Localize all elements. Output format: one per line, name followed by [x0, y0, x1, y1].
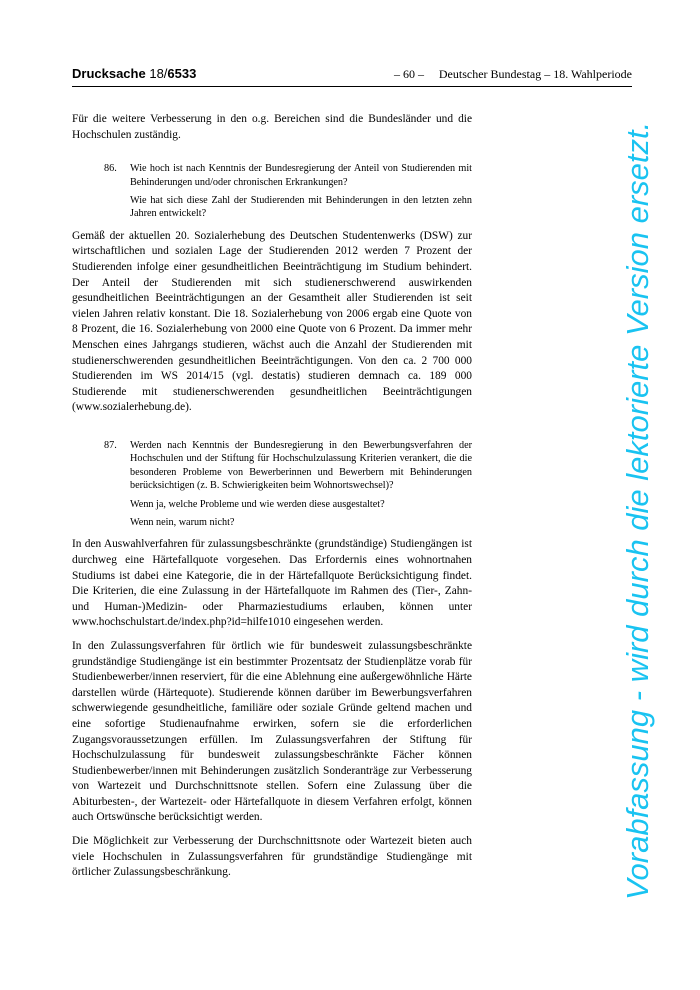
publisher: Deutscher Bundestag – 18. Wahlperiode [438, 67, 632, 81]
question-number: 87. [104, 439, 117, 451]
question-87 [72, 439, 472, 529]
document-number [72, 66, 196, 81]
answer-86: Gemäß der aktuellen 20. Sozialerhebung des Deutschen Studentenwerks (DSW) zur wirtschaftlichen und sozialen Lage der Studierenden 2012 werden 7 Prozent der Studierenden infolge einer gesundheitlichen Beeinträchtigung im Studium behindert. Der Anteil der Studierenden mit sich studienerschwerend auswirkenden gesundheitlichen Beeinträchtigungen an der Gesamtheit aller Studierenden ist seit vielen Jahren relativ konstant. Die 18. Sozialerhebung von 2006 ergab eine Quote von 8 Prozent, die 16. Sozialerhebung von 2000 eine Quote von 6 Prozent. Da immer mehr Menschen eines Jahrgangs studieren, wächst auch die Anzahl der Studierenden mit studienerschwerenden gesundheitlichen Beeinträchtigungen. Von den ca. 2 700 000 Studierenden im WS 2014/15 (vgl. destatis) studieren demnach ca. 189 000 Studierende mit studienerschwerenden gesundheitlichen Beeinträchtigungen (www.sozialerhebung.de). [72, 229, 472, 414]
question-subtext-2: Wenn nein, warum nicht? [130, 516, 235, 528]
question-86 [72, 162, 472, 221]
question-subtext-1: Wenn ja, welche Probleme und wie werden diese ausgestaltet? [130, 498, 385, 510]
answer-87-paragraph-3: Die Möglichkeit zur Verbesserung der Durchschnittsnote oder Wartezeit bieten auch viele Hochschulen in Zulassungsverfahren für grundständige Studiengänge mit örtlicher Zulassungsbeschränkung. [72, 835, 472, 879]
question-text: Wie hoch ist nach Kenntnis der Bundesregierung der Anteil von Studierenden mit Behinderungen und/oder chronischen Erkrankungen? [130, 163, 472, 188]
draft-watermark: Vorabfassung - wird durch die lektorierte Version ersetzt. [620, 121, 655, 900]
document-body [72, 112, 472, 881]
question-subtext: Wie hat sich diese Zahl der Studierenden mit Behinderungen in den letzten zehn Jahren entwickelt? [130, 195, 472, 220]
doc-num-prefix: 18/ [149, 66, 168, 81]
page-number: – 60 – [394, 67, 424, 81]
answer-87-paragraph-2: In den Zulassungsverfahren für örtlich wie für bundesweit zulassungsbeschränkte grundständige Studiengänge ist ein bestimmter Prozentsatz der Studienplätze vorab für Studienbewerber/innen reserviert, für die eine Ablehnung eine außergewöhnliche Härte darstellen würde (Härtequote). Studierende können darüber im Bewerbungsverfahren schwerwiegende gesundheitliche, familiäre oder soziale Gründe geltend machen und eine sofortige Studienaufnahme erwirken, sofern sie die erforderlichen Zugangsvoraussetzungen erfüllen. Im Zulassungsverfahren der Stiftung für Hochschulzulassung für bundesweit zulassungsbeschränkte Fächer können Studienbewerber/innen mit Behinderungen zusätzlich Sonderanträge zur Verbesserung von Wartezeit und Durchschnittsnote stellen. Sofern eine Zulassung über die Abiturbesten-, der Wartezeit- oder Härtefallquote in diesem Verfahren erfolgt, können auch Ortswünsche berücksichtigt werden. [72, 639, 472, 824]
doc-label: Drucksache [72, 66, 146, 81]
page-header [72, 66, 632, 87]
answer-87-paragraph-1: In den Auswahlverfahren für zulassungsbeschränkte (grundständige) Studiengängen ist durchweg eine Härtefallquote vorgesehen. Das Erfordernis eines wohnortnahen Studiums ist dabei eine Kategorie, die in der Härtefallquote Berücksichtigung findet. Die Kriterien, die eine Zulassung in der Härtefallquote im Rahmen des (Tier-, Zahn- und Human-)Medizin- oder Pharmaziestudiums erlauben, können unter www.hochschulstart.de/index.php?id=hilfe1010 eingesehen werden. [72, 538, 472, 629]
doc-num: 6533 [167, 66, 197, 81]
intro-paragraph: Für die weitere Verbesserung in den o.g. Bereichen sind die Bundesländer und die Hochschulen zuständig. [72, 113, 472, 141]
question-number: 86. [104, 163, 117, 175]
question-text: Werden nach Kenntnis der Bundesregierung in den Bewerbungsverfahren der Hochschulen und der Stiftung für Hochschulzulassung Kriterien verankert, die die besonderen Probleme von Bewerberinnen und Bewerbern mit Behinderungen berücksichtigen (z. B. Schwierigkeiten beim Wohnortswechsel)? [130, 439, 472, 492]
